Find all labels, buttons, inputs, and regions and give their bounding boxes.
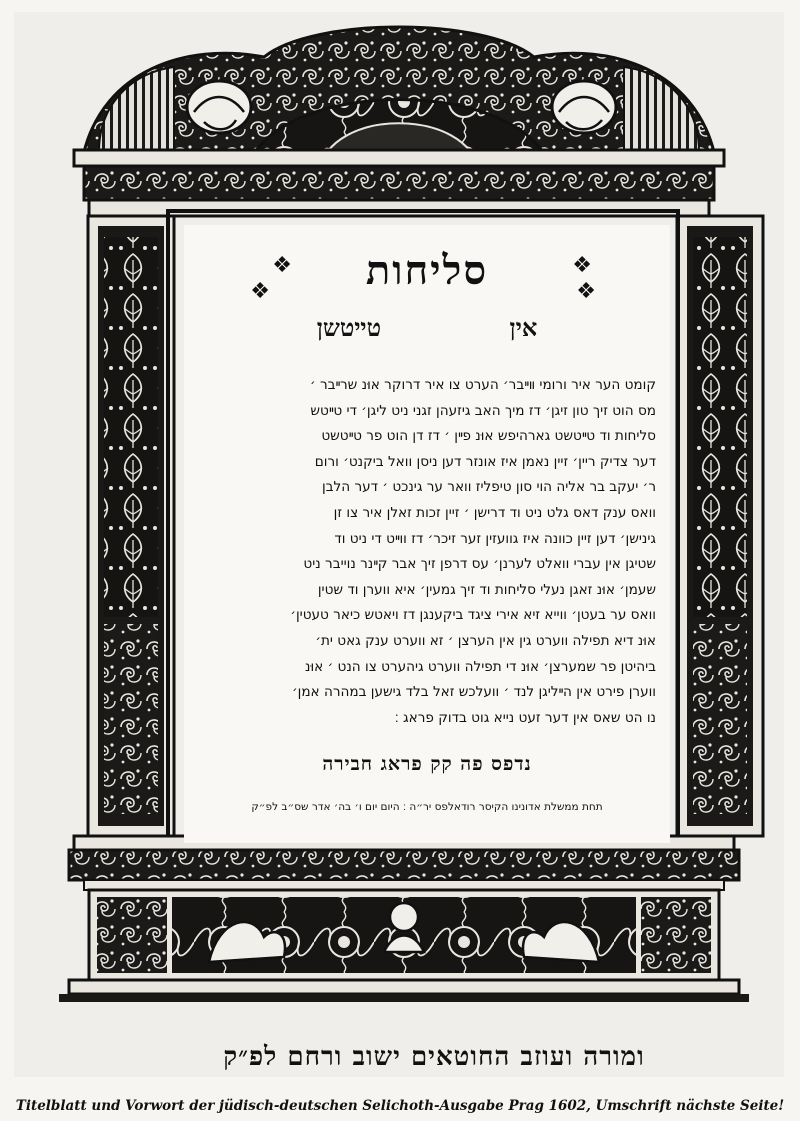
base-motto: ומורה ועוזב החוטאים ישוב ורחם לפ״ק — [223, 1042, 645, 1072]
page-subtitle: אין טײטשן — [316, 313, 538, 342]
preface-line: שעמן׳ אוּנ זאגן נעלי סליחות וד זיך גמעין׳ איא ווערן וד שטין — [317, 581, 656, 598]
figure-caption: Titelblatt und Vorwort der jüdisch-deutschen Selichoth-Ausgabe Prag 1602, Umschrift nächste Seite! — [15, 1098, 785, 1114]
fleuron-ornament-right-lower: ❖ — [576, 279, 596, 304]
preface-line: ר׳ יעקב בר אליה הוי סון טיפליז וואר ער גינכט ׳ דער הלבן — [321, 479, 656, 496]
preface-text — [202, 373, 656, 731]
page-title: סליחות — [365, 247, 489, 294]
preface-line: קומט הער איר ורומי װײבר׳ הערט צו איר דרוקר אוּנ שרײבר ׳ — [310, 377, 656, 393]
preface-line: סליחות וד טײטשט גארהיפש אוּנ פײן ׳ דז דן הוט פר טײטשט — [321, 428, 656, 445]
preface-line: מס הוט זיך טון זיגן׳ דז מיך האב גיזעהן זגני ניט ליגן׳ די טײטש — [310, 402, 656, 419]
preface-line: דער צדיק ריין׳ זיין נאמן איז אונזר דען ניסן וואל ביקנט׳ ורום — [314, 453, 656, 470]
fleuron-ornament-left-lower: ❖ — [250, 279, 270, 304]
preface-line: וואס ער בעטן׳ ווייא זיא אירי ציגד ביקענגן דז ויאטש כיאר טעטין׳ — [290, 607, 656, 624]
preface-line: וואס ענק דאס גלט ניט וד דרישן ׳ זיין זכות זאלן איר צו זן — [333, 504, 656, 521]
preface-line: אוּנ דיא תפילה ווערט גין אין הערצן ׳ זא ווערט ענק גאט ית׳ — [315, 632, 656, 649]
preface-line: גינישן׳ דען זיין כוונה איז גוועזין זער זיכר׳ דז ווײט די ניט וד — [334, 530, 656, 547]
title-text-panel — [184, 225, 670, 843]
imperial-privilege-line: תחת ממשלת אדונינו הקיסר רודאלפס יר״ה ׃ היום יום ו׳ בה׳ אדר שס״ב לפ״ק — [251, 801, 603, 813]
printing-imprint: נדפס פה קק פראג חבירה — [322, 753, 532, 775]
fleuron-ornament-left-upper: ❖ — [272, 253, 292, 278]
preface-line: ווערן פירט אין הײליגן לנד ׳ וועלכש זאל בלד גישען במהרה אמן׳ — [291, 684, 656, 701]
scanned-page — [14, 12, 784, 1077]
fleuron-ornament-right-upper: ❖ — [572, 253, 592, 278]
preface-line: שטיגן אין עברי וואלט לערנן׳ עס דרפן זיך אבר קײנר נוייבר ניט — [303, 556, 656, 573]
preface-line: נו הט שאס אין דער זעט נייא גוט בדוק פראג ׃ — [394, 709, 656, 726]
preface-line: ביהיטן פר שמערצן׳ אוּנ די תפילה ווערט גיהערט צו הנט ׳ אוּנ — [305, 658, 656, 675]
